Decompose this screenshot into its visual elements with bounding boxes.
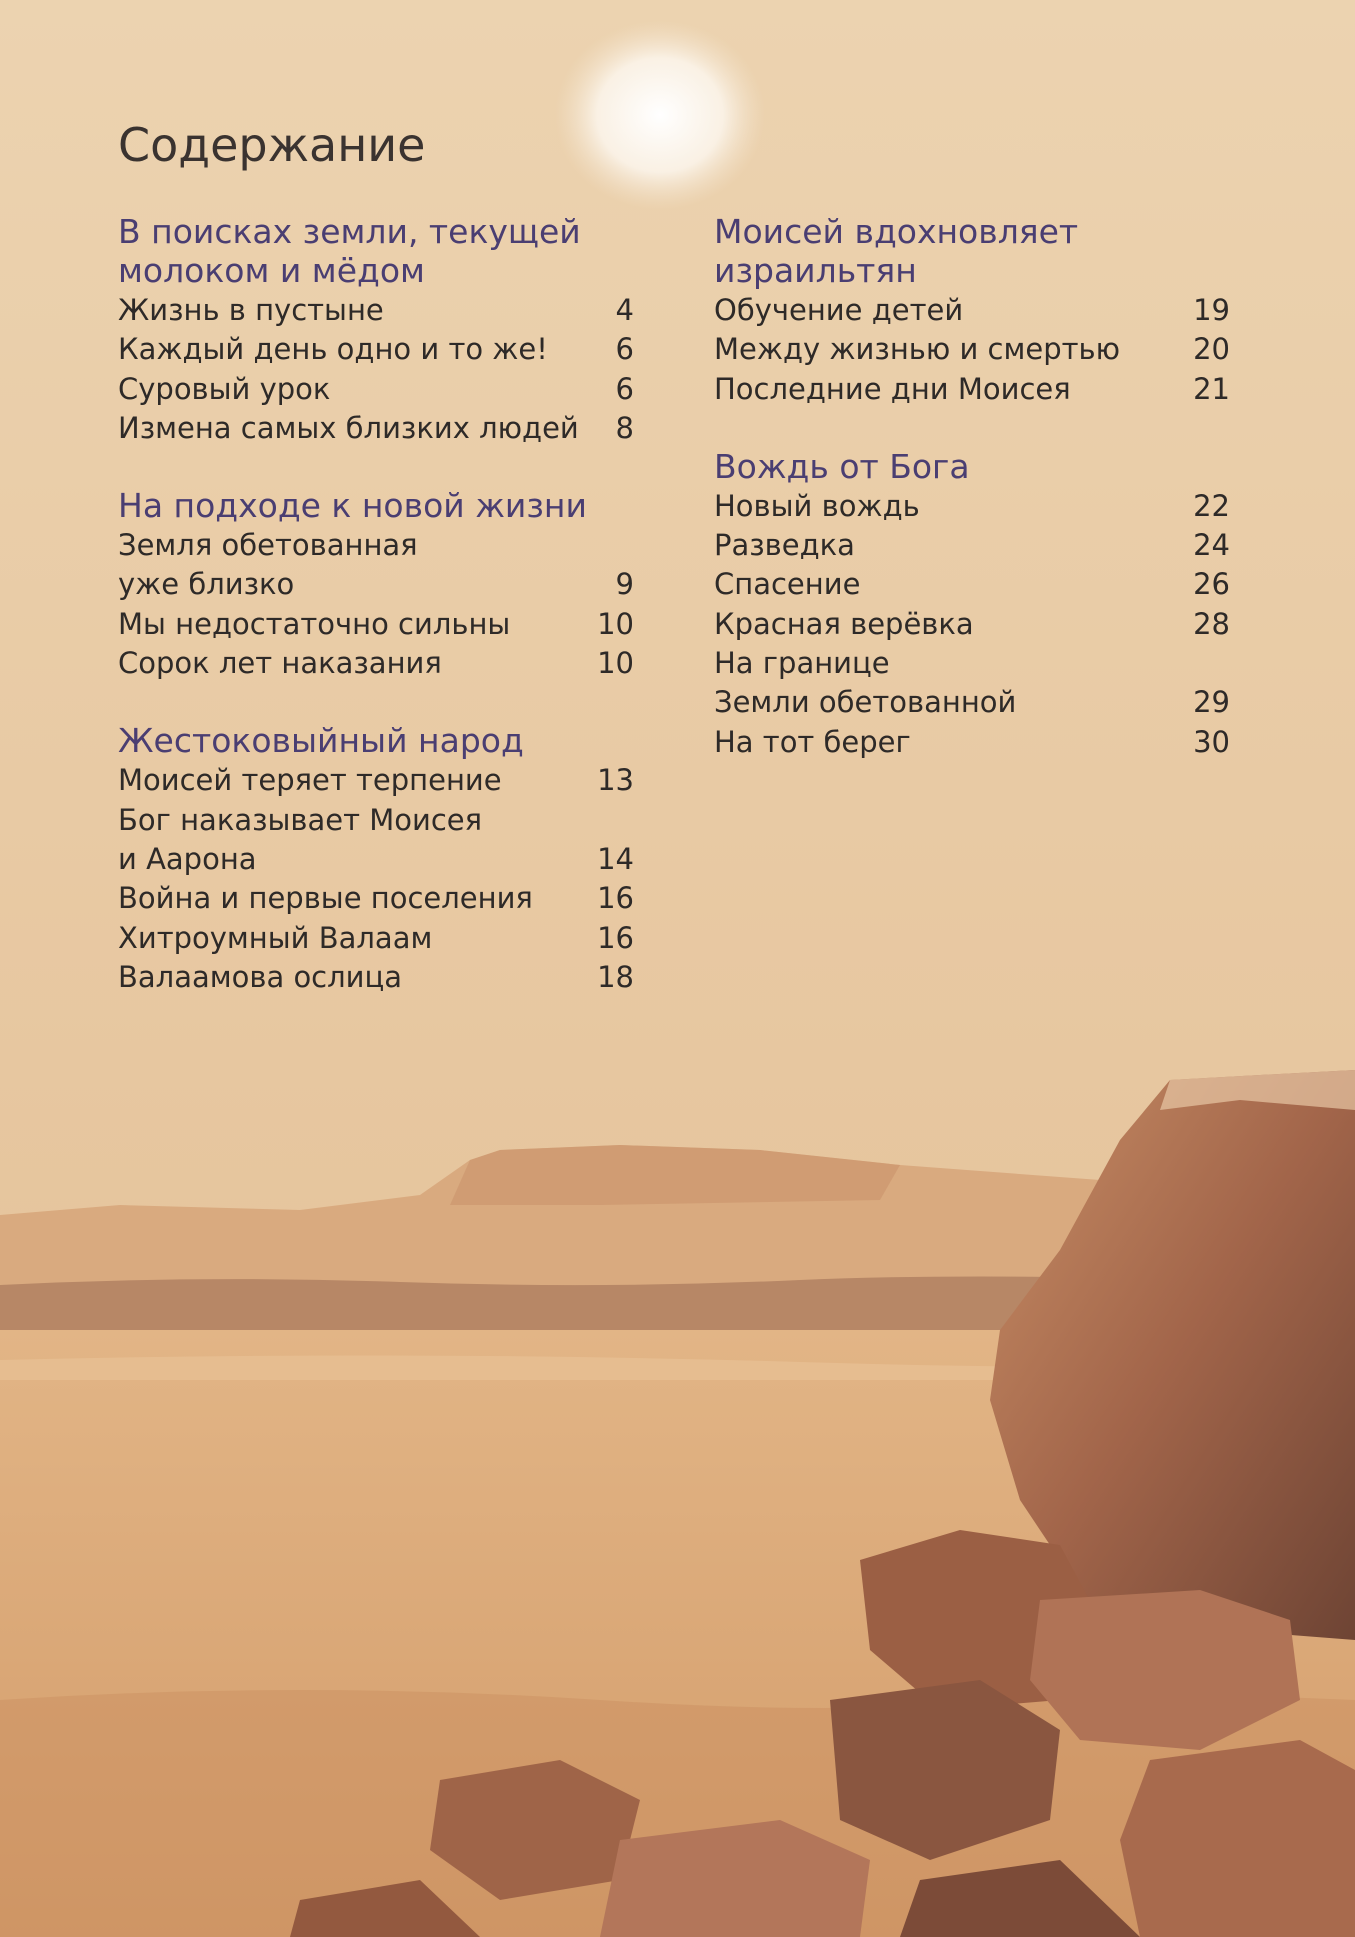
entry-page: 30 [1193, 724, 1230, 759]
toc-entry[interactable] [118, 330, 634, 369]
toc-entry[interactable] [118, 919, 634, 958]
entry-page: 19 [1193, 293, 1230, 327]
entry-title: Измена самых близких людей [118, 410, 579, 445]
toc-entry[interactable] [714, 370, 1230, 409]
toc-column-left [118, 212, 634, 1035]
toc-entry[interactable] [118, 879, 634, 918]
entry-page: 10 [597, 606, 634, 641]
toc-entry[interactable] [118, 370, 634, 409]
toc-section [714, 447, 1230, 762]
entry-title: Жизнь в пустыне [118, 293, 384, 327]
toc-entry[interactable] [118, 409, 634, 448]
entry-page: 28 [1193, 606, 1230, 641]
entry-page: 20 [1193, 332, 1230, 367]
entry-page: 14 [597, 841, 634, 876]
entry-title: Мы недостаточно сильны [118, 606, 511, 641]
entry-title: Обучение детей [714, 293, 964, 327]
entry-title: уже близко [118, 567, 295, 602]
entry-title: Каждый день одно и то же! [118, 332, 548, 367]
entry-title: Разведка [714, 528, 855, 563]
toc-entry[interactable] [714, 723, 1230, 762]
entry-title: Моисей теряет терпение [118, 763, 502, 798]
entry-page: 22 [1193, 488, 1230, 523]
toc-section [714, 212, 1230, 409]
entry-title: Земля обетованная [118, 528, 418, 563]
entry-title: Земли обетованной [714, 685, 1017, 720]
entry-page: 21 [1193, 371, 1230, 406]
toc-entry[interactable] [714, 683, 1230, 722]
entry-page: 24 [1193, 528, 1230, 563]
entry-page: 13 [597, 763, 634, 798]
entry-page: 6 [615, 371, 634, 406]
toc-entry[interactable] [118, 565, 634, 604]
toc-column-right [714, 212, 1230, 800]
toc-section [118, 486, 634, 683]
toc-entry[interactable] [118, 291, 634, 330]
entry-title: и Аарона [118, 841, 257, 876]
section-title[interactable]: В поисках земли, текущей молоком и мёдом [118, 212, 581, 290]
page-title: Содержание [118, 118, 426, 172]
toc-entry[interactable] [714, 330, 1230, 369]
entry-title: Новый вождь [714, 488, 920, 523]
entry-page: 6 [615, 332, 634, 367]
toc-entry[interactable] [714, 644, 1230, 683]
entry-page: 4 [615, 293, 634, 327]
entry-title: Война и первые поселения [118, 881, 533, 916]
entry-title: На границе [714, 646, 890, 681]
toc-entry[interactable] [714, 487, 1230, 526]
entry-title: Бог наказывает Моисея [118, 802, 483, 837]
entry-page: 8 [615, 410, 634, 445]
entry-page: 9 [615, 567, 634, 602]
entry-page: 10 [597, 646, 634, 681]
entry-title: Валаамова ослица [118, 959, 403, 994]
toc-section [118, 721, 634, 997]
entry-title: Хитроумный Валаам [118, 920, 433, 955]
toc-entry[interactable] [714, 605, 1230, 644]
toc-section [118, 212, 634, 448]
entry-title: Последние дни Моисея [714, 371, 1071, 406]
toc-entry[interactable] [118, 958, 634, 997]
entry-page: 18 [597, 959, 634, 994]
entry-title: Между жизнью и смертью [714, 332, 1121, 367]
entry-title: Спасение [714, 567, 861, 602]
entry-page: 29 [1193, 685, 1230, 720]
section-title[interactable]: Моисей вдохновляет израильтян [714, 212, 1079, 290]
toc-entry[interactable] [118, 801, 634, 840]
toc-entry[interactable] [118, 761, 634, 800]
toc-entry[interactable] [118, 840, 634, 879]
toc-entry[interactable] [714, 526, 1230, 565]
section-title[interactable]: На подходе к новой жизни [118, 486, 587, 526]
toc-entry[interactable] [118, 644, 634, 683]
toc-entry[interactable] [714, 291, 1230, 330]
entry-title: Суровый урок [118, 371, 331, 406]
entry-title: Сорок лет наказания [118, 646, 442, 681]
entry-page: 16 [597, 881, 634, 916]
entry-title: Красная верёвка [714, 606, 974, 641]
toc-entry[interactable] [118, 605, 634, 644]
toc-entry[interactable] [714, 565, 1230, 604]
section-title[interactable]: Жестоковыйный народ [118, 721, 524, 761]
entry-page: 16 [597, 920, 634, 955]
entry-page: 26 [1193, 567, 1230, 602]
toc-entry[interactable] [118, 526, 634, 565]
entry-title: На тот берег [714, 724, 911, 759]
section-title[interactable]: Вождь от Бога [714, 446, 970, 486]
